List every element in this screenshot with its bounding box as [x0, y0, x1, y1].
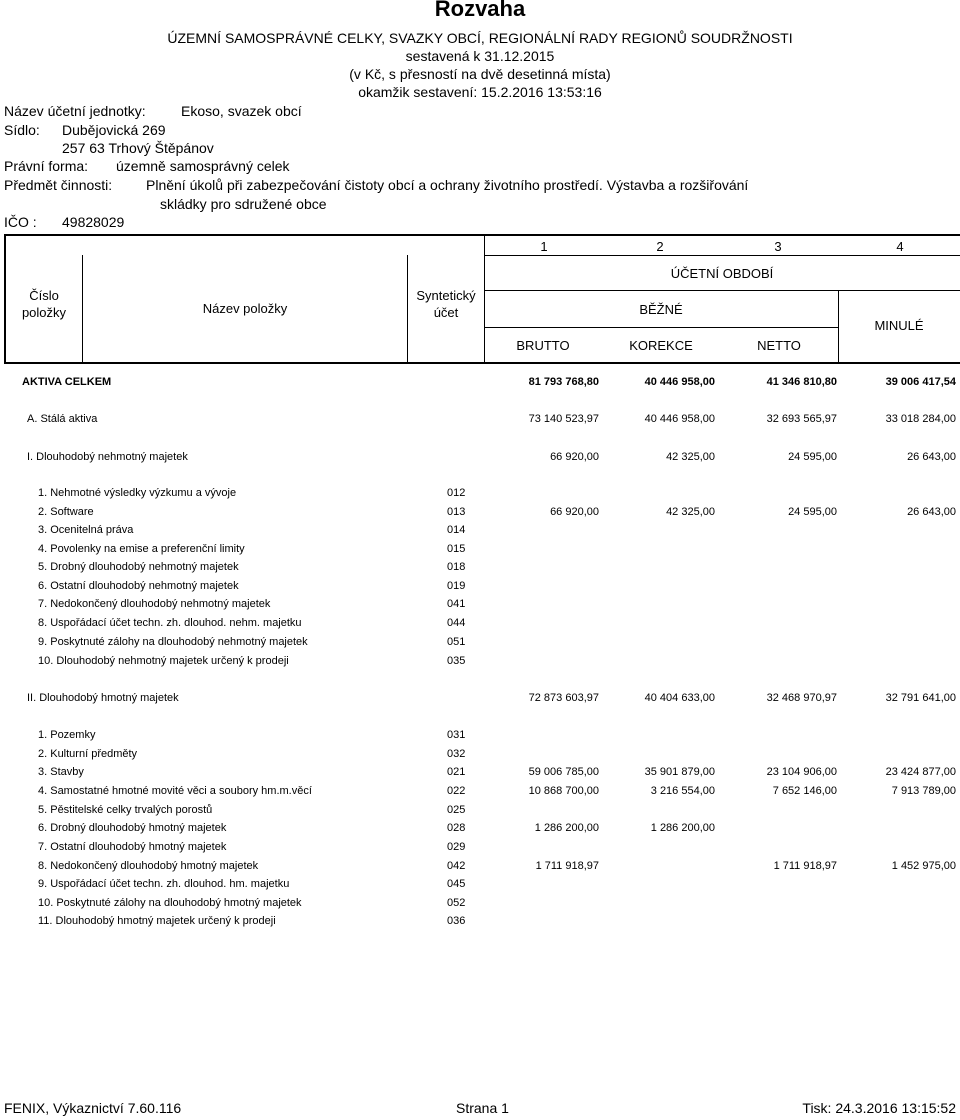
- item-name: 8. Uspořádací účet techn. zh. dlouhod. nehm. majetku: [38, 617, 302, 629]
- item-name: 8. Nedokončený dlouhodobý hmotný majetek: [38, 860, 259, 872]
- seat-label: Sídlo:: [4, 122, 40, 138]
- footer-printed: Tisk: 24.3.2016 13:15:52: [802, 1100, 956, 1116]
- synthetic-header-1: Syntetický: [416, 288, 476, 303]
- col-num-1: 1: [540, 239, 548, 254]
- table-row: [0, 748, 960, 766]
- previous-value: 32 791 641,00: [885, 692, 956, 704]
- item-name: 4. Samostatné hmotné movité věci a soubory hm.m.věcí: [38, 785, 312, 797]
- activity-line1: Plnění úkolů při zabezpečování čistoty obcí a ochrany životního prostředí. Výstavba a rozšiřování: [146, 177, 749, 193]
- activity-line2: skládky pro sdružené obce: [160, 196, 327, 212]
- account-number: 015: [447, 543, 466, 555]
- previous-value: 23 424 877,00: [885, 766, 956, 778]
- entity-name-value: Ekoso, svazek obcí: [181, 103, 302, 119]
- brutto-value: 73 140 523,97: [528, 413, 599, 425]
- account-number: 036: [447, 915, 466, 927]
- account-number: 022: [447, 785, 466, 797]
- units-note: (v Kč, s přesností na dvě desetinná místa): [349, 66, 611, 82]
- previous-value: 26 643,00: [907, 451, 956, 463]
- footer-software: FENIX, Výkaznictví 7.60.116: [4, 1100, 182, 1116]
- entity-name-label: Název účetní jednotky:: [4, 103, 146, 119]
- item-name: 5. Pěstitelské celky trvalých porostů: [38, 804, 213, 816]
- col-num-border: [484, 255, 960, 256]
- table-row: [0, 451, 960, 469]
- brutto-value: 72 873 603,97: [528, 692, 599, 704]
- accounting-period: ÚČETNÍ OBDOBÍ: [670, 266, 774, 281]
- account-number: 032: [447, 748, 466, 760]
- item-no-header-2: položky: [21, 305, 67, 320]
- seat-line1: Dubějovická 269: [62, 122, 166, 138]
- item-name: 6. Ostatní dlouhodobý nehmotný majetek: [38, 580, 239, 592]
- table-row: [0, 598, 960, 616]
- item-name: 7. Ostatní dlouhodobý hmotný majetek: [38, 841, 227, 853]
- seat-line2: 257 63 Trhový Štěpánov: [62, 140, 214, 156]
- item-name: I. Dlouhodobý nehmotný majetek: [27, 451, 188, 463]
- legal-form-label: Právní forma:: [4, 158, 89, 174]
- brutto-value: 1 286 200,00: [534, 822, 599, 834]
- item-name: 11. Dlouhodobý hmotný majetek určený k prodeji: [38, 915, 276, 927]
- previous-value: 39 006 417,54: [885, 376, 956, 388]
- table-row: [0, 413, 960, 431]
- table-row: [0, 655, 960, 673]
- netto-value: 7 652 146,00: [772, 785, 837, 797]
- netto-value: 32 468 970,97: [766, 692, 837, 704]
- account-number: 041: [447, 598, 466, 610]
- table-top-border: [4, 234, 960, 236]
- compile-moment: okamžik sestavení: 15.2.2016 13:53:16: [358, 84, 602, 100]
- previous-value: 7 913 789,00: [891, 785, 956, 797]
- account-number: 052: [447, 897, 466, 909]
- previous-value: 33 018 284,00: [885, 413, 956, 425]
- item-name: 1. Nehmotné výsledky výzkumu a vývoje: [38, 487, 237, 499]
- item-name: 3. Stavby: [38, 766, 84, 778]
- brutto-value: 59 006 785,00: [528, 766, 599, 778]
- brutto-value: 10 868 700,00: [528, 785, 599, 797]
- table-row: [0, 543, 960, 561]
- current-period-header: BĚŽNÉ: [639, 302, 683, 317]
- table-row: [0, 841, 960, 859]
- account-number: 042: [447, 860, 466, 872]
- account-number: 031: [447, 729, 466, 741]
- account-number: 012: [447, 487, 466, 499]
- item-name: A. Stálá aktiva: [27, 413, 98, 425]
- korekce-value: 40 446 958,00: [644, 376, 715, 388]
- synthetic-header-2: účet: [433, 305, 459, 320]
- compiled-date: sestavená k 31.12.2015: [405, 48, 555, 64]
- netto-value: 23 104 906,00: [766, 766, 837, 778]
- brutto-value: 1 711 918,97: [535, 860, 599, 872]
- brutto-value: 66 920,00: [550, 451, 599, 463]
- item-no-header-1: Číslo: [29, 288, 59, 303]
- col-num-3: 3: [774, 239, 782, 254]
- item-name: 4. Povolenky na emise a preferenční limity: [38, 543, 245, 555]
- table-row: [0, 878, 960, 896]
- netto-value: 41 346 810,80: [766, 376, 837, 388]
- table-row: [0, 636, 960, 654]
- table-row: [0, 729, 960, 747]
- korekce-value: 40 446 958,00: [644, 413, 715, 425]
- table-row: [0, 860, 960, 878]
- korekce-header: KOREKCE: [629, 338, 693, 353]
- account-number: 014: [447, 524, 466, 536]
- legal-form-value: územně samosprávný celek: [116, 158, 290, 174]
- ic-value: 49828029: [62, 214, 125, 230]
- netto-header: NETTO: [757, 338, 801, 353]
- korekce-value: 3 216 554,00: [650, 785, 715, 797]
- report-title: Rozvaha: [434, 0, 526, 21]
- korekce-value: 1 286 200,00: [650, 822, 715, 834]
- item-name: 1. Pozemky: [38, 729, 96, 741]
- item-name: II. Dlouhodobý hmotný majetek: [27, 692, 179, 704]
- activity-label: Předmět činnosti:: [4, 177, 113, 193]
- netto-value: 1 711 918,97: [773, 860, 837, 872]
- ic-label: IČO :: [4, 214, 37, 230]
- table-row: [0, 692, 960, 710]
- netto-value: 24 595,00: [788, 451, 837, 463]
- account-number: 019: [447, 580, 466, 592]
- table-row: [0, 897, 960, 915]
- period-border: [484, 290, 960, 291]
- korekce-value: 35 901 879,00: [644, 766, 715, 778]
- table-row: [0, 766, 960, 784]
- table-row: [0, 580, 960, 598]
- account-number: 035: [447, 655, 466, 667]
- item-name-header: Název položky: [202, 301, 288, 316]
- report-subtitle: ÚZEMNÍ SAMOSPRÁVNÉ CELKY, SVAZKY OBCÍ, REGIONÁLNÍ RADY REGIONŮ SOUDRŽNOSTI: [167, 30, 793, 46]
- item-name: 9. Uspořádací účet techn. zh. dlouhod. hm. majetku: [38, 878, 290, 890]
- table-row: [0, 804, 960, 822]
- account-number: 045: [447, 878, 466, 890]
- item-name: AKTIVA CELKEM: [22, 376, 112, 388]
- item-name: 7. Nedokončený dlouhodobý nehmotný majetek: [38, 598, 271, 610]
- current-border: [484, 327, 838, 328]
- table-row: [0, 506, 960, 524]
- item-name: 10. Dlouhodobý nehmotný majetek určený k prodeji: [38, 655, 289, 667]
- netto-value: 32 693 565,97: [766, 413, 837, 425]
- item-name: 2. Kulturní předměty: [38, 748, 138, 760]
- brutto-value: 66 920,00: [550, 506, 599, 518]
- netto-value: 24 595,00: [788, 506, 837, 518]
- previous-value: 1 452 975,00: [891, 860, 956, 872]
- account-number: 051: [447, 636, 466, 648]
- account-number: 044: [447, 617, 466, 629]
- item-name: 3. Ocenitelná práva: [38, 524, 134, 536]
- table-row: [0, 487, 960, 505]
- account-number: 025: [447, 804, 466, 816]
- col-num-2: 2: [656, 239, 664, 254]
- korekce-value: 40 404 633,00: [644, 692, 715, 704]
- item-name: 9. Poskytnuté zálohy na dlouhodobý nehmotný majetek: [38, 636, 308, 648]
- table-row: [0, 561, 960, 579]
- table-row: [0, 822, 960, 840]
- table-row: [0, 617, 960, 635]
- item-name: 6. Drobný dlouhodobý hmotný majetek: [38, 822, 227, 834]
- previous-period-header: MINULÉ: [874, 318, 924, 333]
- col-num-4: 4: [896, 239, 904, 254]
- item-name: 10. Poskytnuté zálohy na dlouhodobý hmotný majetek: [38, 897, 302, 909]
- item-name: 2. Software: [38, 506, 94, 518]
- brutto-value: 81 793 768,80: [528, 376, 599, 388]
- previous-value: 26 643,00: [907, 506, 956, 518]
- footer-page: Strana 1: [456, 1100, 509, 1116]
- table-row: [0, 376, 960, 394]
- table-header-bottom: [4, 362, 960, 364]
- brutto-header: BRUTTO: [516, 338, 570, 353]
- korekce-value: 42 325,00: [666, 506, 715, 518]
- account-number: 018: [447, 561, 466, 573]
- account-number: 029: [447, 841, 466, 853]
- item-name: 5. Drobný dlouhodobý nehmotný majetek: [38, 561, 239, 573]
- table-row: [0, 524, 960, 542]
- table-row: [0, 785, 960, 803]
- account-number: 028: [447, 822, 466, 834]
- table-row: [0, 915, 960, 933]
- account-number: 021: [447, 766, 466, 778]
- korekce-value: 42 325,00: [666, 451, 715, 463]
- account-number: 013: [447, 506, 466, 518]
